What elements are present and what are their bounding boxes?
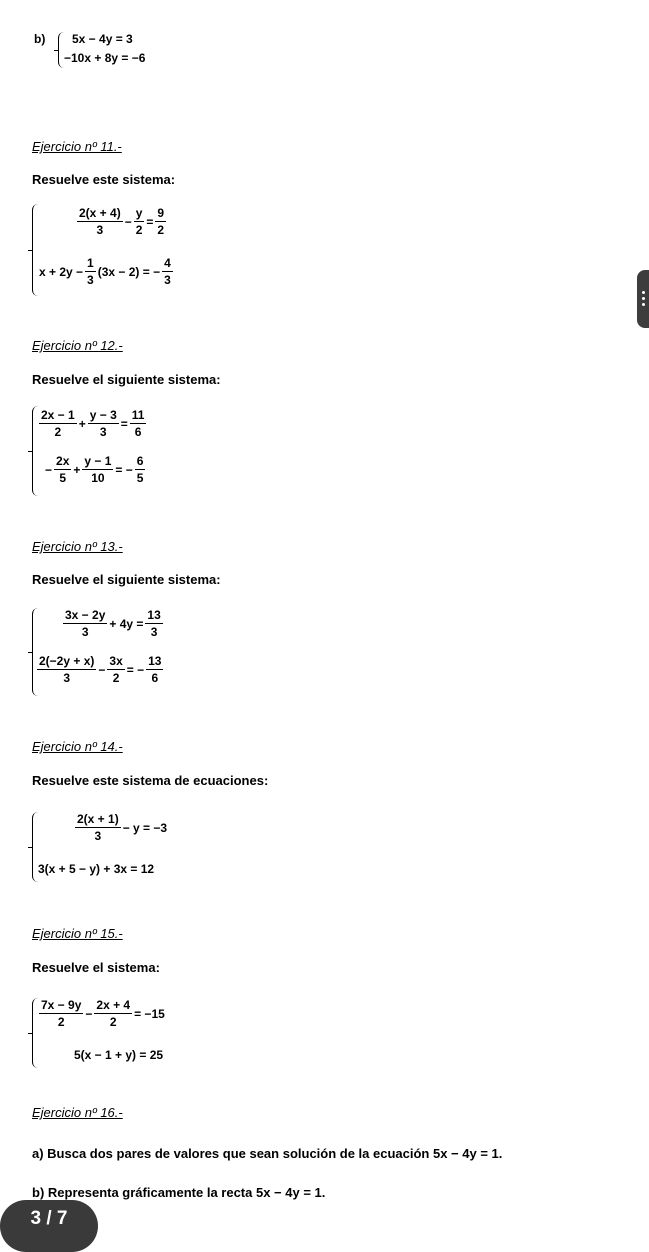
exercise-16-prompt-a: a) Busca dos pares de valores que sean solución de la ecuación 5x − 4y = 1. — [32, 1146, 503, 1161]
exercise-13-prompt: Resuelve el siguiente sistema: — [32, 572, 221, 587]
exercise-14-system — [32, 810, 232, 884]
part-b-eq1: 5x − 4y = 3 — [72, 32, 133, 46]
ex14-eq2: 3(x + 5 − y) + 3x = 12 — [38, 862, 155, 876]
scroll-handle[interactable] — [637, 270, 649, 328]
ex11-eq2: x + 2y − $\frac{1}{3}$ (3x − 2) = − $\frac{4}{3}$ — [39, 256, 171, 287]
exercise-15-system — [32, 996, 232, 1070]
exercise-14-prompt: Resuelve este sistema de ecuaciones: — [32, 773, 269, 788]
part-b-system — [58, 30, 198, 70]
ex15-eq1: $\frac{7x - 9y}{2}$ − $\frac{2x + 4}{2}$ = −15 — [41, 998, 165, 1029]
exercise-13-system — [32, 606, 232, 698]
ex13-eq2: $\frac{2(-2y + x)}{3}$ − $\frac{3x}{2}$ = − $\frac{13}{6}$ — [39, 654, 162, 685]
exercise-11-title: Ejercicio nº 11.- — [32, 139, 122, 154]
exercise-11-prompt: Resuelve este sistema: — [32, 172, 176, 187]
exercise-15-prompt: Resuelve el sistema: — [32, 960, 160, 975]
ex12-eq1: $\frac{2x - 1}{2}$ + $\frac{y - 3}{3}$ = $\frac{11}{6}$ — [41, 408, 145, 439]
exercise-12-system — [32, 404, 232, 498]
ex11-eq1: $\frac{2(x + 4)}{3}$ − $\frac{y}{2}$ = $\frac{9}{2}$ — [79, 206, 165, 237]
page-indicator: 3 / 7 — [0, 1200, 98, 1252]
exercise-16-title: Ejercicio nº 16.- — [32, 1105, 123, 1120]
exercise-12-title: Ejercicio nº 12.- — [32, 338, 123, 353]
exercise-12-prompt: Resuelve el siguiente sistema: — [32, 372, 221, 387]
exercise-13-title: Ejercicio nº 13.- — [32, 539, 123, 554]
ex15-eq2: 5(x − 1 + y) = 25 — [74, 1048, 164, 1062]
part-b-eq2: −10x + 8y = −6 — [64, 51, 146, 65]
exercise-16-prompt-b: b) Representa gráficamente la recta 5x − 4y = 1. — [32, 1185, 326, 1200]
exercise-15-title: Ejercicio nº 15.- — [32, 926, 123, 941]
ex12-eq2: − $\frac{2x}{5}$ + $\frac{y - 1}{10}$ = − $\frac{6}{5}$ — [45, 454, 144, 485]
ex13-eq1: $\frac{3x - 2y}{3}$ + 4y = $\frac{13}{3}$ — [65, 608, 161, 639]
ex14-eq1: $\frac{2(x + 1)}{3}$ − y = −3 — [77, 812, 168, 843]
exercise-11-system — [32, 202, 232, 298]
part-b-label: b) — [34, 32, 46, 46]
exercise-14-title: Ejercicio nº 14.- — [32, 739, 123, 754]
